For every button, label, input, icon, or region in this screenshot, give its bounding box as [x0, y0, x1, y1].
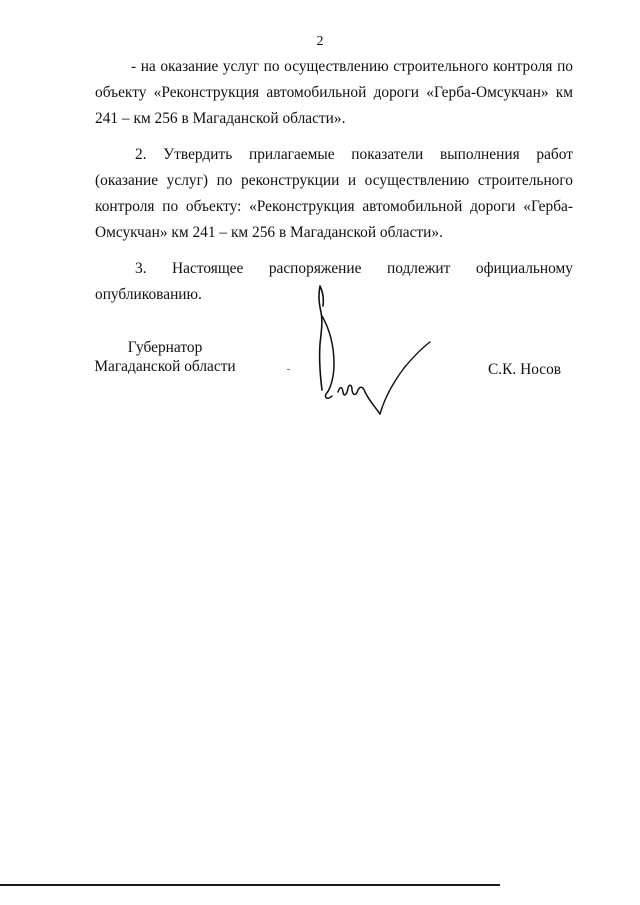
signer-title	[90, 338, 240, 376]
paragraph-publication: 3. Настоящее распоряжение подлежит официальному опубликованию.	[95, 260, 573, 303]
paragraph-services: - на оказание услуг по осуществлению строительного контроля по объекту «Реконструкция автомобильной дороги «Герба-Омсукчан» км 241 – км 256 в Магаданской области».	[95, 58, 573, 127]
signer-name: С.К. Носов	[488, 361, 562, 378]
handwritten-signature	[300, 282, 440, 422]
signer-title-line-2: Магаданской области	[94, 358, 236, 375]
page-number: 2	[316, 34, 324, 49]
paragraph-approve-indicators: 2. Утвердить прилагаемые показатели выполнения работ (оказание услуг) по реконструкции и осуществлению строительного контроля по объекту: «Реконструкция автомобильной дороги «Герба-Омсукчан» км 241 – км 256 в Магаданской области».	[95, 146, 573, 241]
bottom-rule	[0, 884, 500, 886]
scan-speck	[287, 369, 290, 370]
signer-title-line-1: Губернатор	[127, 339, 203, 356]
